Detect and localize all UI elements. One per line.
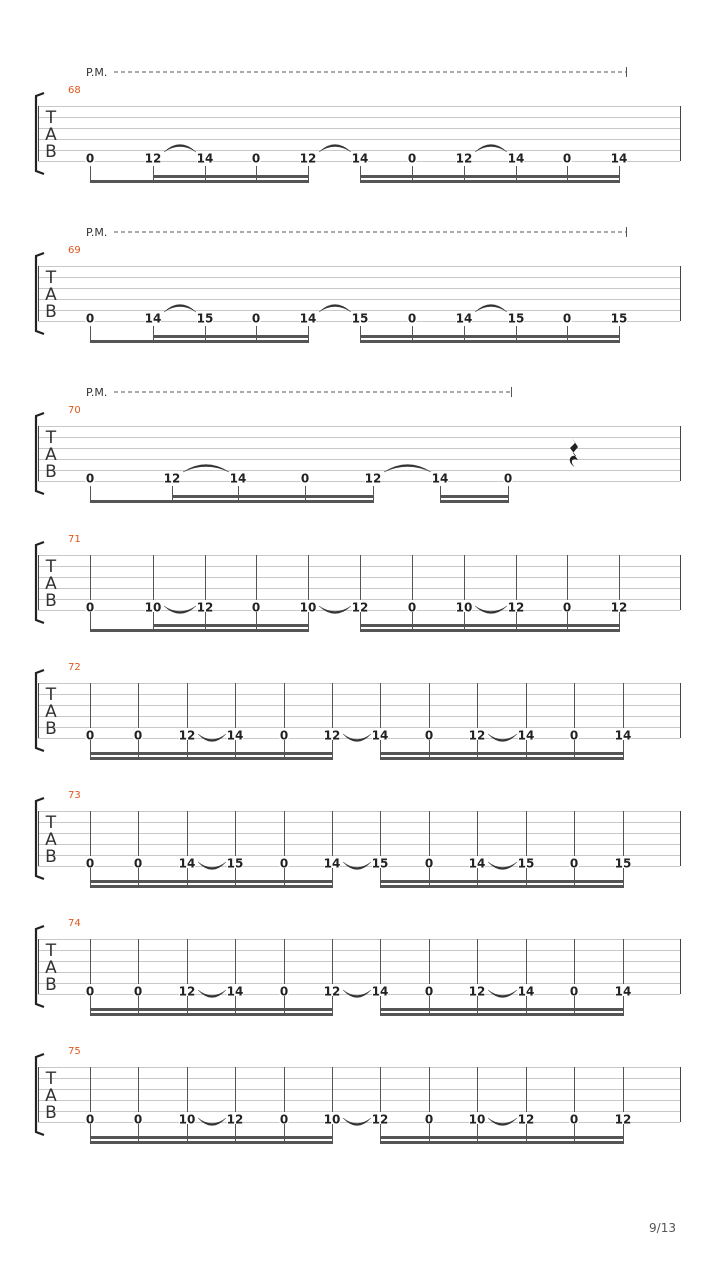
fret-number: 0 — [569, 856, 579, 871]
note-beam — [90, 757, 333, 760]
palm-mute-label: P.M. — [86, 226, 108, 239]
fret-number: 14 — [226, 984, 244, 999]
fret-number: 0 — [569, 984, 579, 999]
fret-number: 12 — [614, 1112, 632, 1127]
fret-number: 0 — [251, 311, 261, 326]
fret-number: 0 — [424, 728, 434, 743]
fret-number: 14 — [323, 856, 341, 871]
note-beam — [90, 752, 333, 755]
fret-number: 12 — [364, 471, 382, 486]
fret-number: 15 — [517, 856, 535, 871]
fret-number: 0 — [85, 600, 95, 615]
note-beam — [153, 340, 309, 343]
note-beam — [360, 180, 620, 183]
tab-clef-letter: B — [45, 719, 57, 739]
note-beam — [360, 335, 620, 338]
fret-number: 0 — [133, 856, 143, 871]
tab-clef-letter: A — [45, 830, 57, 850]
fret-number: 0 — [503, 471, 513, 486]
fret-number: 12 — [178, 728, 196, 743]
fret-number: 0 — [85, 856, 95, 871]
measure-number: 70 — [68, 405, 81, 416]
note-beam — [380, 1013, 624, 1016]
tab-clef-letter: T — [45, 557, 57, 577]
fret-number: 14 — [299, 311, 317, 326]
tab-clef-letter: B — [45, 462, 57, 482]
tab-clef-letter: A — [45, 445, 57, 465]
fret-number: 12 — [468, 984, 486, 999]
tab-clef-letter: A — [45, 958, 57, 978]
note-beam — [360, 624, 620, 627]
note-beam — [90, 500, 173, 503]
fret-number: 0 — [85, 728, 95, 743]
note-beam — [153, 180, 309, 183]
fret-number: 0 — [279, 728, 289, 743]
fret-number: 14 — [614, 984, 632, 999]
fret-number: 12 — [196, 600, 214, 615]
tab-clef-letter: T — [45, 268, 57, 288]
measure-number: 72 — [68, 662, 81, 673]
tie-arc — [198, 1118, 226, 1126]
fret-number: 15 — [226, 856, 244, 871]
fret-number: 0 — [407, 311, 417, 326]
fret-number: 0 — [300, 471, 310, 486]
tie-arc — [488, 734, 517, 742]
tab-clef-letter: T — [45, 685, 57, 705]
fret-number: 0 — [85, 1112, 95, 1127]
fret-number: 12 — [323, 728, 341, 743]
tab-clef-letter: A — [45, 285, 57, 305]
tie-arc — [488, 990, 517, 998]
fret-number: 0 — [424, 856, 434, 871]
fret-number: 0 — [279, 1112, 289, 1127]
fret-number: 12 — [371, 1112, 389, 1127]
fret-number: 14 — [178, 856, 196, 871]
note-beam — [153, 629, 309, 632]
tie-arc — [164, 606, 196, 614]
fret-number: 0 — [251, 600, 261, 615]
measure-number: 71 — [68, 534, 81, 545]
tie-arc — [475, 606, 507, 614]
measure-number: 69 — [68, 245, 81, 256]
fret-number: 0 — [85, 311, 95, 326]
tie-arc — [488, 1118, 517, 1126]
fret-number: 15 — [371, 856, 389, 871]
tab-clef-letter: T — [45, 428, 57, 448]
note-beam — [90, 1141, 333, 1144]
palm-mute-label: P.M. — [86, 386, 108, 399]
fret-number: 14 — [431, 471, 449, 486]
measure-number: 75 — [68, 1046, 81, 1057]
fret-number: 0 — [251, 151, 261, 166]
fret-number: 15 — [351, 311, 369, 326]
note-beam — [90, 340, 154, 343]
fret-number: 10 — [144, 600, 162, 615]
measure-number: 73 — [68, 790, 81, 801]
tab-clef-letter: A — [45, 702, 57, 722]
tab-clef-letter: A — [45, 1086, 57, 1106]
fret-number: 0 — [133, 1112, 143, 1127]
note-beam — [172, 500, 374, 503]
tab-clef-letter: B — [45, 591, 57, 611]
note-beam — [440, 500, 509, 503]
fret-number: 0 — [569, 1112, 579, 1127]
tab-system — [36, 386, 681, 503]
quarter-rest — [570, 438, 578, 467]
fret-number: 0 — [133, 984, 143, 999]
note-beam — [380, 1141, 624, 1144]
fret-number: 14 — [351, 151, 369, 166]
tab-clef-letter: A — [45, 125, 57, 145]
tab-system — [36, 1046, 681, 1144]
tie-arc — [488, 862, 517, 870]
fret-number: 0 — [424, 984, 434, 999]
fret-number: 10 — [323, 1112, 341, 1127]
fret-number: 12 — [507, 600, 525, 615]
tab-system — [36, 226, 681, 343]
tab-clef-letter: B — [45, 302, 57, 322]
fret-number: 12 — [468, 728, 486, 743]
tie-arc — [198, 990, 226, 998]
note-beam — [360, 175, 620, 178]
fret-number: 14 — [517, 728, 535, 743]
fret-number: 12 — [226, 1112, 244, 1127]
tie-arc — [198, 862, 226, 870]
fret-number: 0 — [562, 151, 572, 166]
fret-number: 14 — [229, 471, 247, 486]
note-beam — [360, 629, 620, 632]
fret-number: 12 — [517, 1112, 535, 1127]
fret-number: 14 — [614, 728, 632, 743]
fret-number: 10 — [178, 1112, 196, 1127]
fret-number: 0 — [133, 728, 143, 743]
fret-number: 12 — [610, 600, 628, 615]
fret-number: 0 — [407, 151, 417, 166]
fret-number: 15 — [614, 856, 632, 871]
tab-clef-letter: B — [45, 847, 57, 867]
fret-number: 0 — [424, 1112, 434, 1127]
tab-clef-letter: B — [45, 1103, 57, 1123]
note-beam — [90, 1008, 333, 1011]
tab-system — [36, 790, 681, 888]
tie-arc — [343, 734, 371, 742]
fret-number: 10 — [299, 600, 317, 615]
tab-clef-letter: T — [45, 1069, 57, 1089]
tab-clef-letter: B — [45, 142, 57, 162]
fret-number: 12 — [163, 471, 181, 486]
measure-number: 74 — [68, 918, 81, 929]
tab-clef-letter: T — [45, 108, 57, 128]
tab-system — [36, 918, 681, 1016]
fret-number: 14 — [144, 311, 162, 326]
tab-clef-letter: B — [45, 975, 57, 995]
note-beam — [90, 880, 333, 883]
fret-number: 12 — [299, 151, 317, 166]
page-number: 9/13 — [649, 1221, 676, 1235]
fret-number: 14 — [371, 984, 389, 999]
tie-arc — [343, 990, 371, 998]
fret-number: 12 — [455, 151, 473, 166]
note-beam — [380, 752, 624, 755]
tie-arc — [319, 606, 351, 614]
note-beam — [380, 757, 624, 760]
note-beam — [90, 1136, 333, 1139]
palm-mute-label: P.M. — [86, 66, 108, 79]
fret-number: 0 — [85, 471, 95, 486]
fret-number: 14 — [517, 984, 535, 999]
fret-number: 14 — [196, 151, 214, 166]
measure-number: 68 — [68, 85, 81, 96]
note-beam — [90, 885, 333, 888]
fret-number: 0 — [407, 600, 417, 615]
fret-number: 12 — [144, 151, 162, 166]
fret-number: 10 — [468, 1112, 486, 1127]
note-beam — [90, 629, 154, 632]
fret-number: 0 — [85, 984, 95, 999]
fret-number: 14 — [371, 728, 389, 743]
note-beam — [380, 885, 624, 888]
fret-number: 12 — [178, 984, 196, 999]
fret-number: 14 — [455, 311, 473, 326]
fret-number: 12 — [351, 600, 369, 615]
note-beam — [153, 335, 309, 338]
tie-arc — [343, 1118, 371, 1126]
note-beam — [380, 1136, 624, 1139]
fret-number: 14 — [468, 856, 486, 871]
note-beam — [153, 175, 309, 178]
fret-number: 0 — [279, 856, 289, 871]
fret-number: 12 — [323, 984, 341, 999]
fret-number: 0 — [569, 728, 579, 743]
note-beam — [440, 495, 509, 498]
fret-number: 15 — [610, 311, 628, 326]
tab-clef-letter: A — [45, 574, 57, 594]
note-beam — [172, 495, 374, 498]
tab-system — [36, 66, 681, 183]
tie-arc — [343, 862, 371, 870]
fret-number: 0 — [279, 984, 289, 999]
fret-number: 14 — [507, 151, 525, 166]
tab-clef-letter: T — [45, 813, 57, 833]
fret-number: 14 — [226, 728, 244, 743]
note-beam — [380, 1008, 624, 1011]
note-beam — [153, 624, 309, 627]
note-beam — [90, 1013, 333, 1016]
tab-system — [36, 662, 681, 760]
tab-clef-letter: T — [45, 941, 57, 961]
fret-number: 14 — [610, 151, 628, 166]
tie-arc — [198, 734, 226, 742]
note-beam — [360, 340, 620, 343]
fret-number: 0 — [85, 151, 95, 166]
fret-number: 0 — [562, 311, 572, 326]
fret-number: 15 — [507, 311, 525, 326]
fret-number: 10 — [455, 600, 473, 615]
note-beam — [90, 180, 154, 183]
note-beam — [380, 880, 624, 883]
fret-number: 0 — [562, 600, 572, 615]
tab-system — [36, 534, 681, 632]
fret-number: 15 — [196, 311, 214, 326]
